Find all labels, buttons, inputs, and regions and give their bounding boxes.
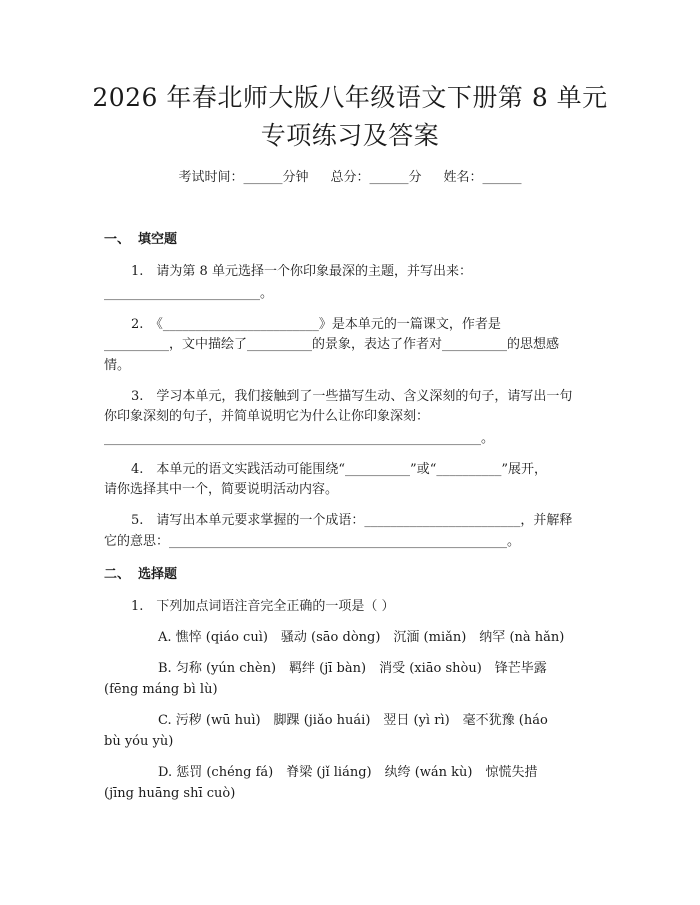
- total-score-field: 总分：______分: [330, 170, 422, 185]
- s2-q1-option-d-line1: D. 惩罚 (chéng fá) 脊梁 (jǐ liáng) 纨绔 (wán kù) 惊慌失措: [158, 765, 538, 780]
- section2-title: 选择题: [138, 567, 178, 582]
- student-name-field: 姓名：______: [443, 170, 522, 185]
- section1-title: 填空题: [138, 232, 178, 247]
- s1-q5-line2: 它的意思：____________________________________________________。: [104, 534, 521, 549]
- s1-q2-line2: __________，文中描绘了__________的景象，表达了作者对__________的思想感: [104, 337, 560, 352]
- s1-q3-line1: 3. 学习本单元，我们接触到了一些描写生动、含义深刻的句子，请写出一句: [131, 389, 573, 404]
- s1-q5-line1: 5. 请写出本单元要求掌握的一个成语：________________________，并解释: [131, 513, 573, 528]
- section2-heading: [104, 566, 177, 584]
- s1-q2-line1: 2. 《________________________》是本单元的一篇课文，作者是: [131, 317, 501, 332]
- s2-q1-option-c-line2: bù yóu yù): [104, 734, 174, 749]
- s2-q1-option-b-line1: B. 匀称 (yún chèn) 羁绊 (jī bàn) 消受 (xiāo shòu) 锋芒毕露: [158, 661, 547, 676]
- s1-q1-line1: 1. 请为第 8 单元选择一个你印象最深的主题，并写出来：: [131, 264, 472, 279]
- exam-time-field: 考试时间：______分钟: [178, 170, 309, 185]
- page-title-line2: 专项练习及答案: [260, 121, 440, 150]
- exam-meta: [0, 169, 700, 187]
- s2-q1-option-c-line1: C. 污秽 (wū huì) 脚踝 (jiǎo huái) 翌日 (yì rì) 毫不犹豫 (háo: [158, 713, 548, 728]
- s2-q1-option-b-line2: (fēng máng bì lù): [104, 682, 218, 697]
- section1-number: 一、: [104, 232, 131, 247]
- page-title-line1: 2026 年春北师大版八年级语文下册第 8 单元: [92, 83, 608, 112]
- s2-q1-stem: 1. 下列加点词语注音完全正确的一项是（ ）: [131, 599, 395, 614]
- section1-heading: [104, 231, 177, 249]
- s1-q3-line3: __________________________________________________________。: [104, 431, 494, 446]
- s2-q1-option-a: A. 憔悴 (qiáo cuì) 骚动 (sāo dòng) 沉湎 (miǎn) 纳罕 (nà hǎn): [158, 630, 565, 645]
- section2-number: 二、: [104, 567, 131, 582]
- s1-q3-line2: 你印象深刻的句子，并简单说明它为什么让你印象深刻：: [104, 409, 430, 424]
- s2-q1-option-d-line2: (jīng huāng shī cuò): [104, 786, 236, 801]
- s1-q4-line1: 4. 本单元的语文实践活动可能围绕“__________”或“__________”展开，: [131, 462, 547, 477]
- s1-q1-line2: ________________________。: [104, 286, 274, 301]
- s1-q4-line2: 请你选择其中一个，简要说明活动内容。: [104, 482, 339, 497]
- s1-q2-line3: 情。: [104, 358, 131, 373]
